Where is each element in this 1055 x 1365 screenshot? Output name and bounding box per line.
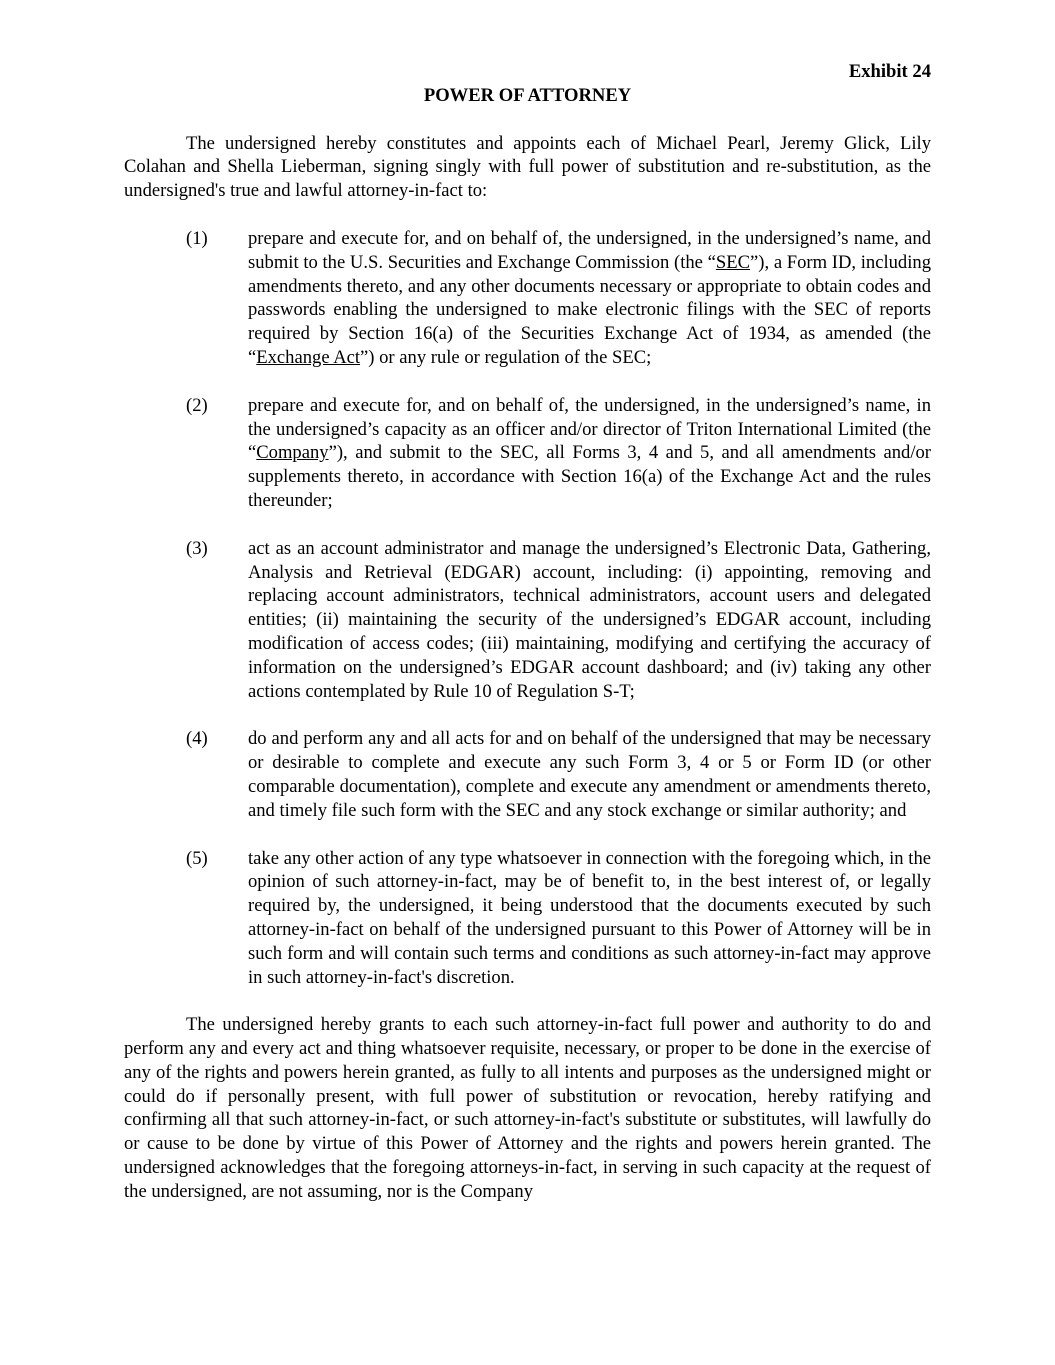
item-text-part: ”), a Form ID, including amendments thereto, and any other documents necessary or appropriate to obtain codes and passwords enabling the undersigned to make electronic filings with the SEC of reports required by Section 16(a) of the Securities Exchange Act of 1934, as amended (the “ [248,251,931,368]
powers-list [124,227,931,989]
defined-term-exchange-act: Exchange Act [256,346,361,368]
closing-paragraph: The undersigned hereby grants to each such attorney-in-fact full power and authority to do and perform any and every act and thing whatsoever requisite, necessary, or proper to be done in the exercise of any of the rights and powers herein granted, as fully to all intents and purposes as the undersigned might or could do if personally present, with full power of substitution or revocation, hereby ratifying and confirming all that such attorney-in-fact, or such attorney-in-fact's substitute or substitutes, will lawfully do or cause to be done by virtue of this Power of Attorney and the rights and powers herein granted. The undersigned acknowledges that the foregoing attorneys-in-fact, in serving in such capacity at the request of the undersigned, are not assuming, nor is the Company [124,1014,931,1202]
list-item-number: (5) [186,847,208,869]
list-item-text [248,227,931,370]
list-item [124,537,931,704]
list-item [124,227,931,370]
intro-paragraph: The undersigned hereby constitutes and appoints each of Michael Pearl, Jeremy Glick, Lily Colahan and Shella Lieberman, signing singly with full power of substitution and re-substitution, as the undersigned's true and lawful attorney-in-fact to: [124,132,931,202]
item-text-part: ”), and submit to the SEC, all Forms 3, 4 and 5, and all amendments and/or supplements thereto, in accordance with Section 16(a) of the Exchange Act and the rules thereunder; [248,442,931,511]
list-item-text: take any other action of any type whatsoever in connection with the foregoing which, in the opinion of such attorney-in-fact, may be of benefit to, in the best interest of, or legally required by, the undersigned, it being understood that the documents executed by such attorney-in-fact on behalf of the undersigned pursuant to this Power of Attorney will be in such form and will contain such terms and conditions as such attorney-in-fact may approve in such attorney-in-fact's discretion. [248,847,931,988]
item-text-part: prepare and execute for, and on behalf of, the undersigned, in the undersigned’s name, and submit to the U.S. Securities and Exchange Commission (the “ [248,227,931,273]
exhibit-label: Exhibit 24 [848,61,931,82]
item-text-part: ”) or any rule or regulation of the SEC; [360,346,652,368]
list-item [124,847,931,990]
list-item-text: do and perform any and all acts for and on behalf of the undersigned that may be necessary or desirable to complete and execute any such Form 3, 4 or 5 or Form ID (or other comparable documentation), complete and execute any amendment or amendments thereto, and timely file such form with the SEC and any stock exchange or similar authority; and [248,728,931,821]
list-item [124,394,931,513]
list-item-text: act as an account administrator and manage the undersigned’s Electronic Data, Gathering, Analysis and Retrieval (EDGAR) account, including: (i) appointing, removing and replacing account administrators, technical administrators, account users and delegated entities; (ii) maintaining the security of the undersigned’s EDGAR account, including modification of access codes; (iii) maintaining, modifying and certifying the accuracy of information on the undersigned’s EDGAR account dashboard; and (iv) taking any other actions contemplated by Rule 10 of Regulation S-T; [248,537,931,702]
item-text-part: prepare and execute for, and on behalf of, the undersigned, in the undersigned’s name, in the undersigned’s capacity as an officer and/or director of Triton International Limited (the “ [248,394,931,464]
defined-term-company: Company [256,442,329,464]
list-item-number: (2) [186,394,208,416]
defined-term-sec: SEC [715,251,751,273]
list-item-number: (1) [186,227,208,249]
list-item-number: (3) [186,537,208,559]
document-title: POWER OF ATTORNEY [423,84,632,106]
list-item [124,727,931,822]
list-item-number: (4) [186,728,208,750]
list-item-text [248,394,931,513]
